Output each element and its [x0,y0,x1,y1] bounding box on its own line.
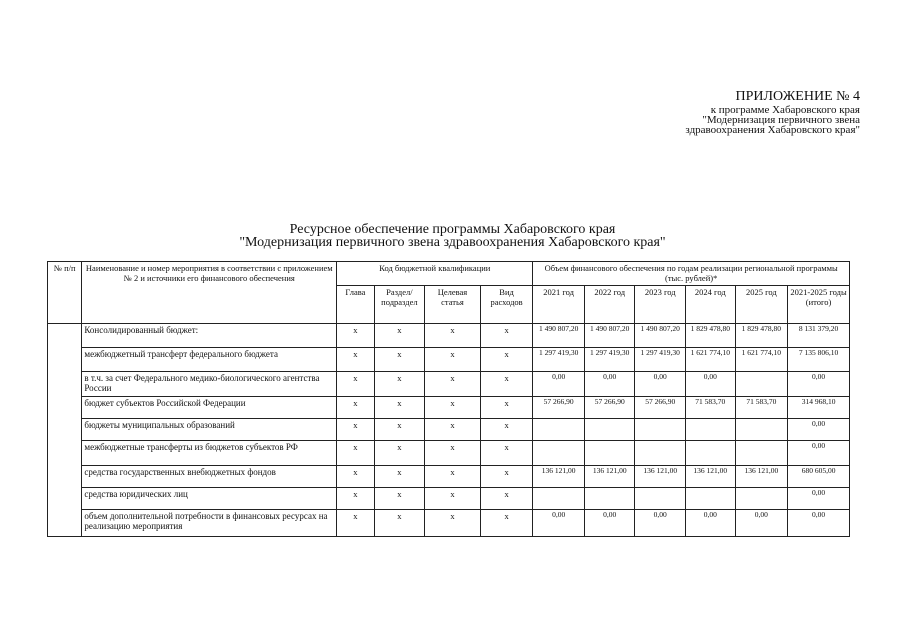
value-2022: 57 266,90 [584,397,635,419]
table-body [48,324,850,537]
value-2021: 0,00 [533,510,585,537]
header-stat: Целевая статья [425,286,481,324]
table-row [48,324,850,348]
row-name: средства государственных внебюджетных фондов [82,466,337,488]
vid-cell: х [480,324,533,348]
vid-cell: х [480,488,533,510]
razdel-cell: х [374,348,425,372]
value-2025: 0,00 [735,510,788,537]
razdel-cell: х [374,397,425,419]
value-2023 [635,488,686,510]
appendix-line-1: к программе Хабаровского края [710,104,860,116]
num-cell [48,324,82,537]
value-2023: 0,00 [635,372,686,397]
glava-cell: х [337,372,374,397]
value-2021 [533,488,585,510]
value-2024 [686,441,736,466]
stat-cell: х [425,510,481,537]
header-name: Наименование и номер мероприятия в соответствии с приложением № 2 и источники его финансового обеспечения [82,262,337,324]
row-name: межбюджетные трансферты из бюджетов субъектов РФ [82,441,337,466]
value-2022: 1 490 807,20 [584,324,635,348]
row-name: бюджет субъектов Российской Федерации [82,397,337,419]
value-2024: 1 829 478,80 [686,324,736,348]
value-2022: 1 297 419,30 [584,348,635,372]
value-2025: 1 829 478,80 [735,324,788,348]
value-2024: 136 121,00 [686,466,736,488]
stat-cell: х [425,397,481,419]
header-volume-group: Объем финансового обеспечения по годам реализации региональной программы (тыс. рублей)* [533,262,850,286]
appendix-line-2: "Модернизация первичного звена [702,114,860,126]
glava-cell: х [337,348,374,372]
vid-cell: х [480,397,533,419]
header-vid: Вид расходов [480,286,533,324]
header-2022: 2022 год [584,286,635,324]
value-2024 [686,419,736,441]
value-2024: 0,00 [686,510,736,537]
stat-cell: х [425,348,481,372]
value-2023 [635,419,686,441]
title-line-2: "Модернизация первичного звена здравоохранения Хабаровского края" [239,235,666,250]
stat-cell: х [425,419,481,441]
value-2022 [584,419,635,441]
value-2022: 136 121,00 [584,466,635,488]
row-name: Консолидированный бюджет: [82,324,337,348]
value-2023: 1 490 807,20 [635,324,686,348]
value-2025: 136 121,00 [735,466,788,488]
table-row [48,488,850,510]
table-header [48,262,850,324]
table-row [48,441,850,466]
row-name: межбюджетный трансферт федерального бюджета [82,348,337,372]
value-2025 [735,372,788,397]
value-2025: 71 583,70 [735,397,788,419]
row-name: объем дополнительной потребности в финансовых ресурсах на реализацию мероприятия [82,510,337,537]
glava-cell: х [337,488,374,510]
vid-cell: х [480,441,533,466]
table-row [48,348,850,372]
value-2024: 71 583,70 [686,397,736,419]
value-2024: 1 621 774,10 [686,348,736,372]
stat-cell: х [425,466,481,488]
value-2021: 1 490 807,20 [533,324,585,348]
vid-cell: х [480,348,533,372]
vid-cell: х [480,372,533,397]
table-row [48,510,850,537]
vid-cell: х [480,419,533,441]
value-2025: 1 621 774,10 [735,348,788,372]
value-2023: 0,00 [635,510,686,537]
stat-cell: х [425,324,481,348]
value-2023: 1 297 419,30 [635,348,686,372]
header-2024: 2024 год [686,286,736,324]
value-total: 0,00 [788,510,850,537]
value-2024 [686,488,736,510]
appendix-block [560,89,860,135]
glava-cell: х [337,419,374,441]
vid-cell: х [480,510,533,537]
value-total: 0,00 [788,488,850,510]
stat-cell: х [425,488,481,510]
value-total: 314 968,10 [788,397,850,419]
value-2021: 0,00 [533,372,585,397]
value-2022: 0,00 [584,510,635,537]
stat-cell: х [425,441,481,466]
value-2022 [584,488,635,510]
value-2024: 0,00 [686,372,736,397]
value-2021: 1 297 419,30 [533,348,585,372]
value-2025 [735,419,788,441]
vid-cell: х [480,466,533,488]
row-name: средства юридических лиц [82,488,337,510]
value-total: 680 605,00 [788,466,850,488]
value-total: 0,00 [788,441,850,466]
value-2023: 57 266,90 [635,397,686,419]
value-total: 0,00 [788,372,850,397]
stat-cell: х [425,372,481,397]
header-total: 2021-2025 годы (итого) [788,286,850,324]
value-total: 0,00 [788,419,850,441]
razdel-cell: х [374,324,425,348]
glava-cell: х [337,466,374,488]
value-2021 [533,441,585,466]
razdel-cell: х [374,419,425,441]
header-2023: 2023 год [635,286,686,324]
value-2025 [735,488,788,510]
header-glava: Глава [337,286,374,324]
glava-cell: х [337,441,374,466]
razdel-cell: х [374,466,425,488]
table-row [48,397,850,419]
table-row [48,466,850,488]
table-row [48,372,850,397]
header-razdel: Раздел/ подраздел [374,286,425,324]
razdel-cell: х [374,372,425,397]
razdel-cell: х [374,441,425,466]
glava-cell: х [337,510,374,537]
document-title [0,223,905,249]
resource-table [47,261,850,537]
razdel-cell: х [374,488,425,510]
value-2022 [584,441,635,466]
header-code-group: Код бюджетной квалификации [337,262,533,286]
razdel-cell: х [374,510,425,537]
value-2021: 57 266,90 [533,397,585,419]
appendix-number: ПРИЛОЖЕНИЕ № 4 [735,89,860,104]
glava-cell: х [337,324,374,348]
appendix-line-3: здравоохранения Хабаровского края" [685,124,860,136]
header-2021: 2021 год [533,286,585,324]
row-name: в т.ч. за счет Федерального медико-биологического агентства России [82,372,337,397]
value-total: 8 131 379,20 [788,324,850,348]
value-2025 [735,441,788,466]
value-2021: 136 121,00 [533,466,585,488]
value-2023: 136 121,00 [635,466,686,488]
value-2022: 0,00 [584,372,635,397]
title-line-1: Ресурсное обеспечение программы Хабаровского края [289,222,616,237]
header-2025: 2025 год [735,286,788,324]
value-total: 7 135 806,10 [788,348,850,372]
row-name: бюджеты муниципальных образований [82,419,337,441]
glava-cell: х [337,397,374,419]
value-2023 [635,441,686,466]
header-num: № п/п [48,262,82,324]
table-row [48,419,850,441]
value-2021 [533,419,585,441]
